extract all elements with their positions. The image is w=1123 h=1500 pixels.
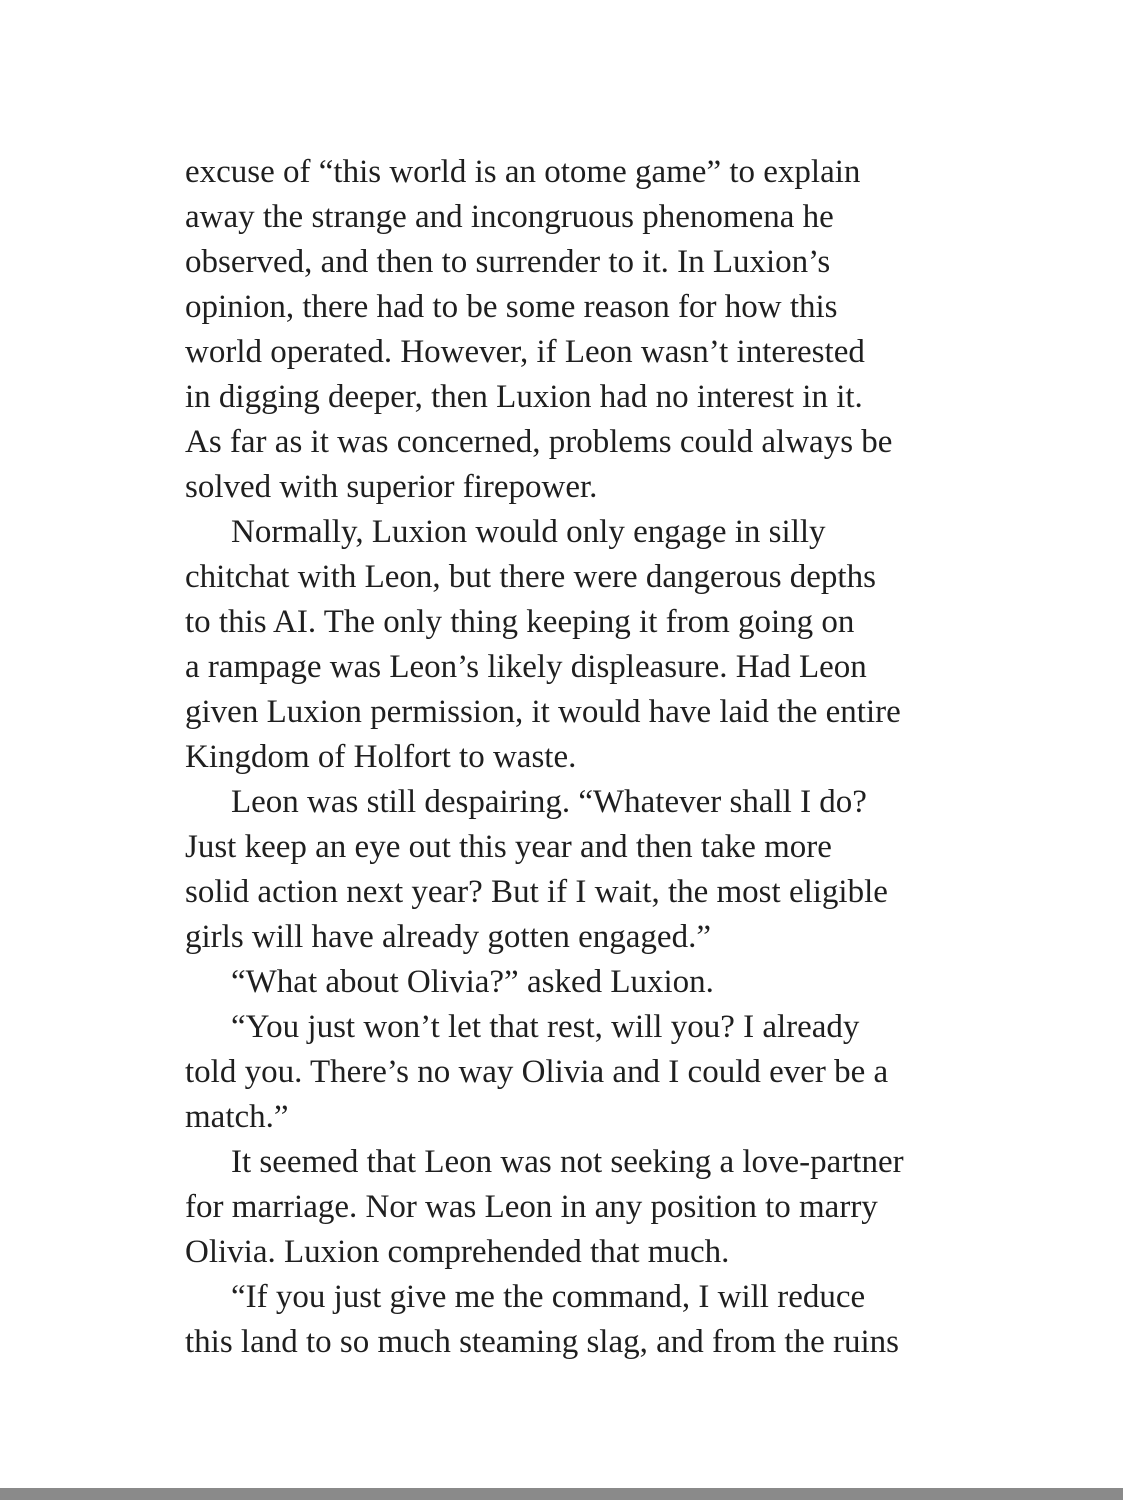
bottom-edge-bar [0, 1488, 1123, 1500]
text-line: to this AI. The only thing keeping it from going on [185, 604, 855, 640]
text-line: Just keep an eye out this year and then take more [185, 829, 832, 865]
text-line: given Luxion permission, it would have laid the entire [185, 694, 901, 730]
text-line: a rampage was Leon’s likely displeasure. Had Leon [185, 649, 867, 685]
text-line: match.” [185, 1099, 289, 1135]
paragraph-start-line: “If you just give me the command, I will reduce [231, 1279, 866, 1315]
text-line: for marriage. Nor was Leon in any position to marry [185, 1189, 878, 1225]
text-line: solved with superior firepower. [185, 469, 598, 505]
text-line: this land to so much steaming slag, and from the ruins [185, 1324, 899, 1360]
text-line: chitchat with Leon, but there were dangerous depths [185, 559, 876, 595]
text-line: As far as it was concerned, problems could always be [185, 424, 893, 460]
text-line: world operated. However, if Leon wasn’t interested [185, 334, 865, 370]
paragraph-start-line: Leon was still despairing. “Whatever shall I do? [231, 784, 867, 820]
paragraph-start-line: “You just won’t let that rest, will you? I already [231, 1009, 860, 1045]
text-line: excuse of “this world is an otome game” to explain [185, 154, 861, 190]
paragraph-start-line: Normally, Luxion would only engage in silly [231, 514, 826, 550]
text-line: girls will have already gotten engaged.” [185, 919, 711, 955]
text-line: told you. There’s no way Olivia and I could ever be a [185, 1054, 889, 1090]
text-line: in digging deeper, then Luxion had no interest in it. [185, 379, 863, 415]
text-line: opinion, there had to be some reason for how this [185, 289, 838, 325]
page-text [185, 150, 985, 1365]
text-line: away the strange and incongruous phenomena he [185, 199, 834, 235]
text-line: solid action next year? But if I wait, the most eligible [185, 874, 888, 910]
paragraph-start-line: “What about Olivia?” asked Luxion. [231, 964, 714, 1000]
text-line: observed, and then to surrender to it. In Luxion’s [185, 244, 831, 280]
paragraph-start-line: It seemed that Leon was not seeking a love-partner [231, 1144, 904, 1180]
text-line: Kingdom of Holfort to waste. [185, 739, 577, 775]
text-line: Olivia. Luxion comprehended that much. [185, 1234, 730, 1270]
